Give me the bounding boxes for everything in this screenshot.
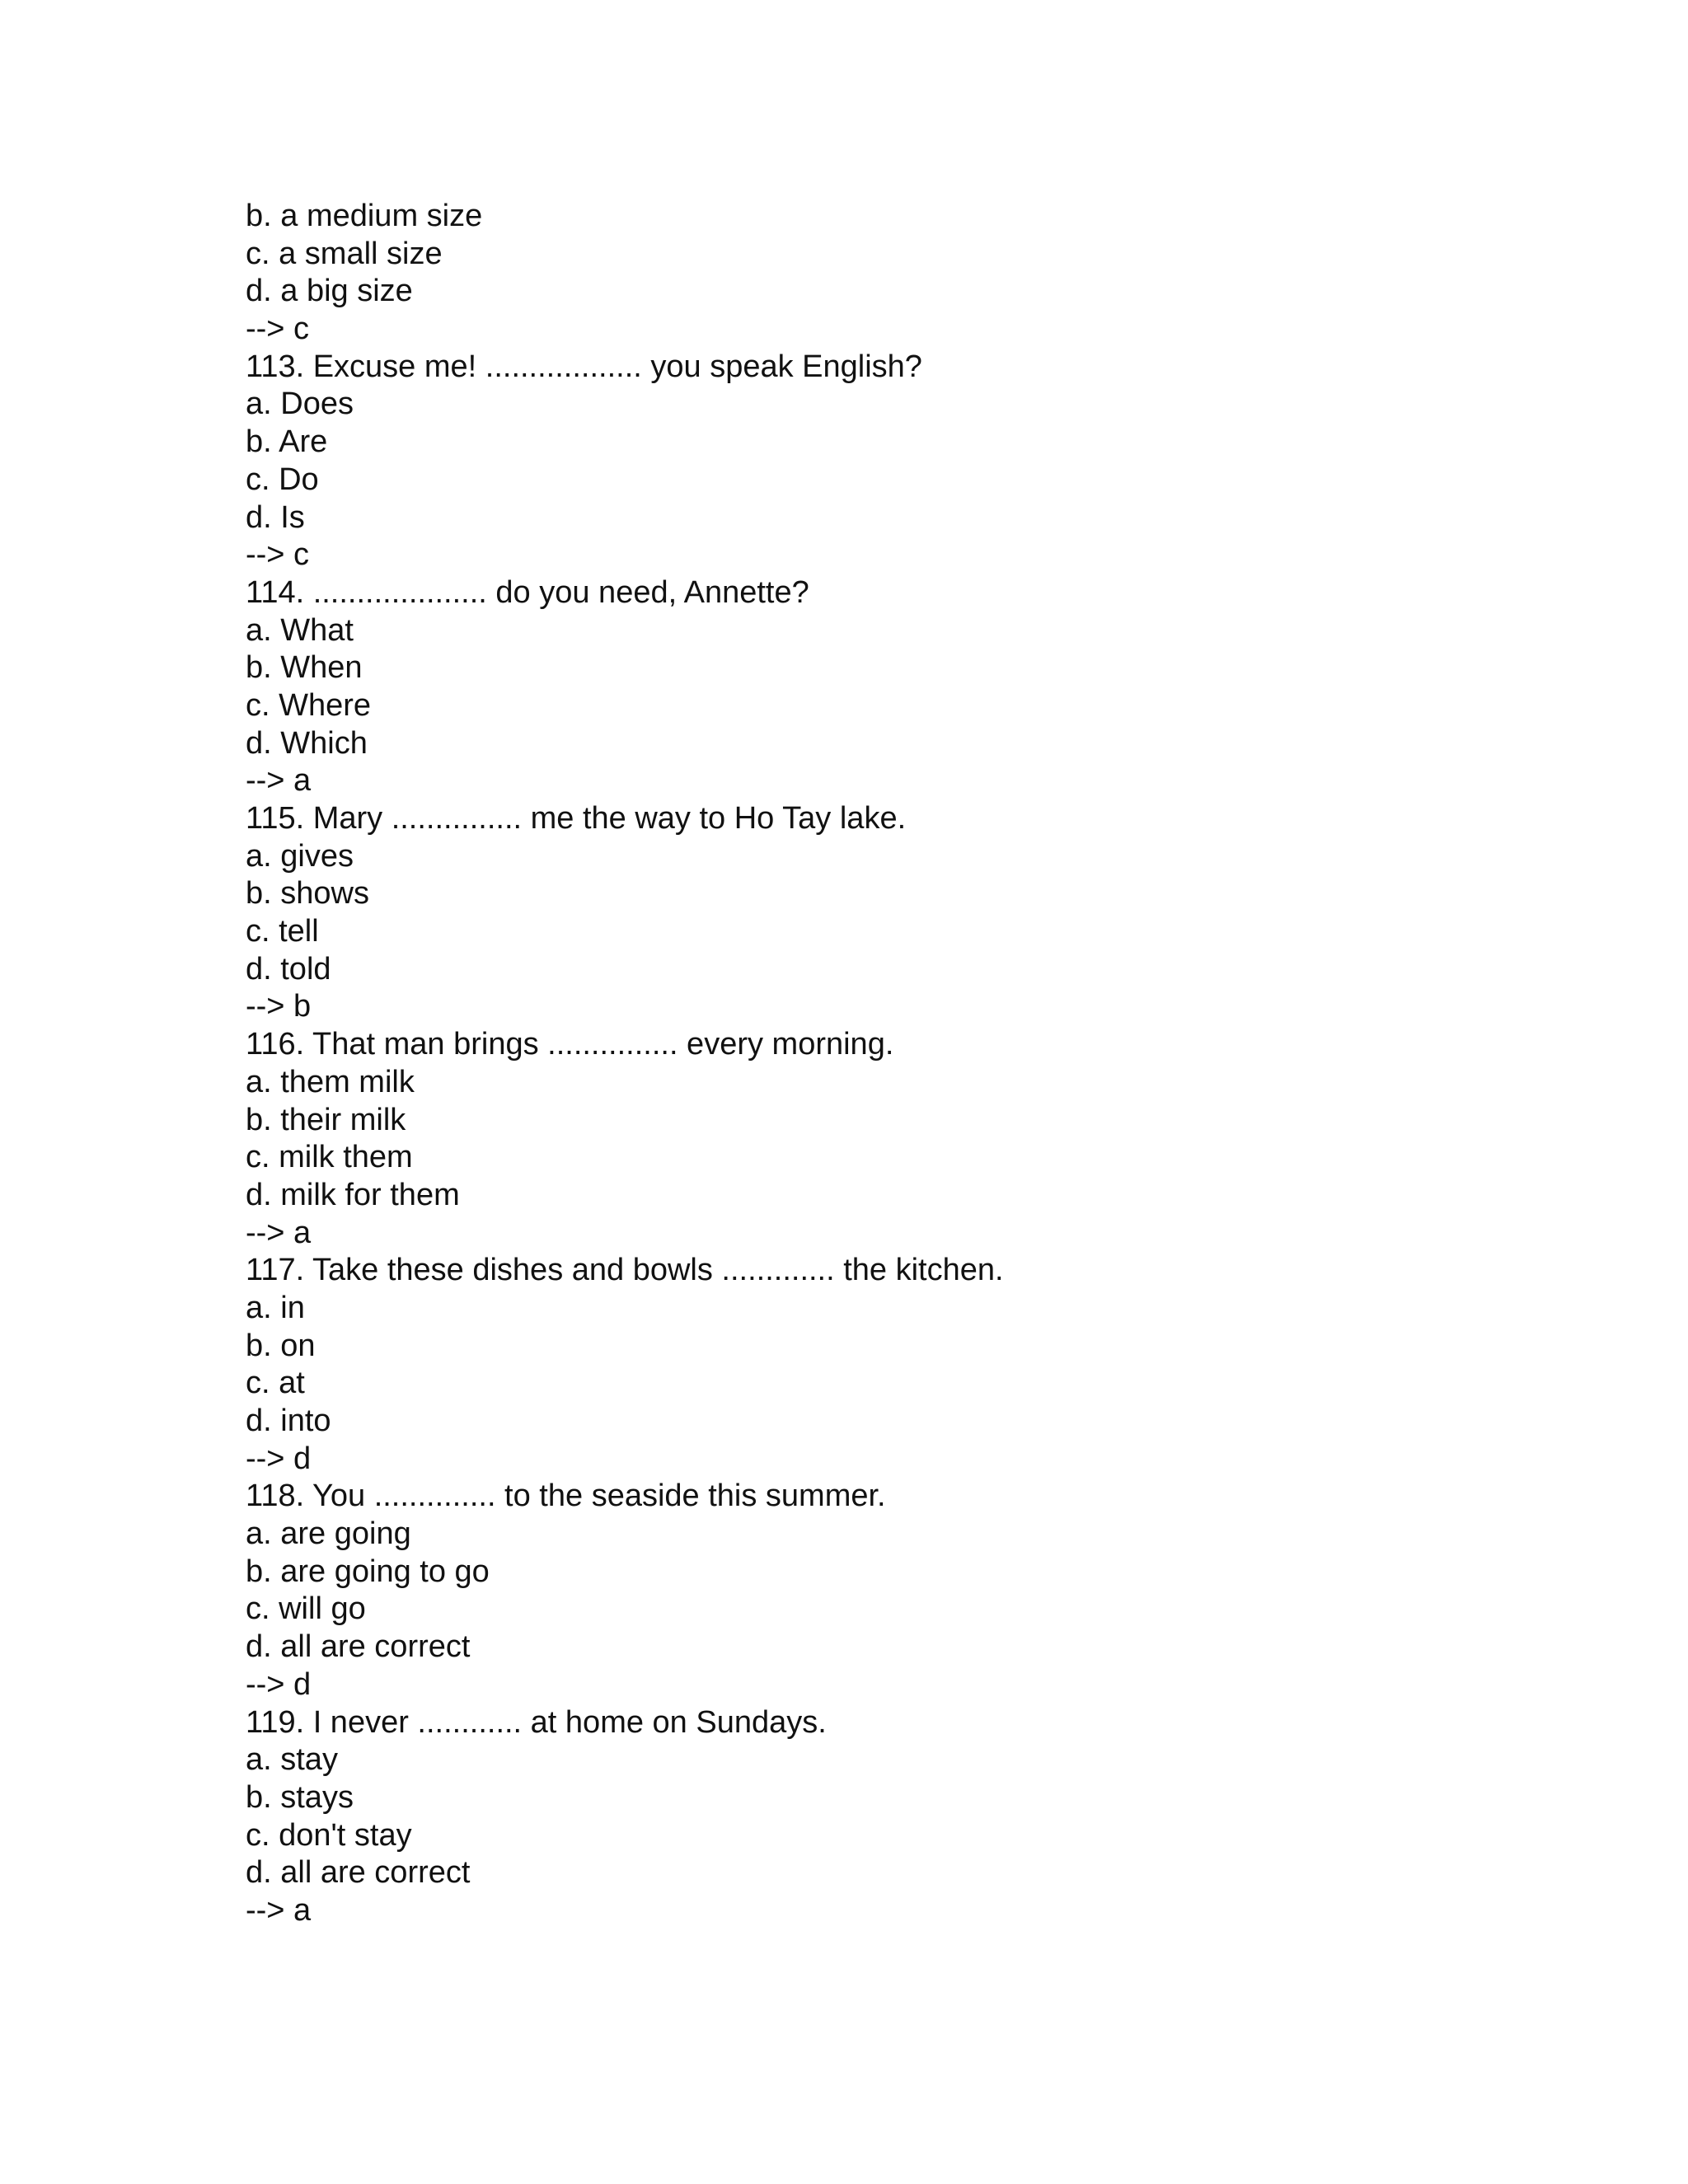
quiz-text-block	[246, 198, 1441, 1930]
answer-line: --> d	[246, 1441, 312, 1476]
question-115: 115. Mary ............... me the way to Ho Tay lake.	[246, 801, 907, 836]
question-113: 113. Excuse me! .................. you speak English?	[246, 349, 922, 384]
option-line: c. milk them	[246, 1140, 413, 1175]
option-line: a. Does	[246, 387, 354, 422]
option-line: a. them milk	[246, 1064, 415, 1099]
option-line: a. What	[246, 612, 354, 648]
option-line: c. don't stay	[246, 1817, 412, 1853]
option-line: b. their milk	[246, 1102, 406, 1137]
option-line: d. into	[246, 1404, 331, 1438]
answer-line: --> a	[246, 1892, 312, 1928]
option-line: c. at	[246, 1366, 305, 1401]
option-line: b. shows	[246, 876, 369, 912]
option-line: b. are going to go	[246, 1554, 490, 1589]
option-line: d. milk for them	[246, 1177, 460, 1212]
answer-line: --> d	[246, 1666, 312, 1702]
option-line: c. tell	[246, 914, 319, 949]
answer-line: --> b	[246, 989, 312, 1024]
option-line: d. told	[246, 951, 331, 987]
option-line: d. Which	[246, 725, 368, 761]
option-line: d. all are correct	[246, 1629, 471, 1665]
answer-line: --> a	[246, 763, 312, 799]
answer-line: --> c	[246, 312, 310, 347]
option-line: b. When	[246, 650, 363, 686]
option-line: c. will go	[246, 1591, 366, 1627]
question-114: 114. .................... do you need, Annette?	[246, 574, 809, 610]
option-line: c. a small size	[246, 236, 443, 271]
question-116: 116. That man brings ............... every morning.	[246, 1027, 894, 1062]
option-line: c. Do	[246, 462, 319, 497]
question-117: 117. Take these dishes and bowls ............. the kitchen.	[246, 1253, 1004, 1288]
question-118: 118. You .............. to the seaside this summer.	[246, 1479, 886, 1514]
option-line: b. a medium size	[246, 199, 483, 233]
option-line: a. stay	[246, 1742, 338, 1778]
option-line: c. Where	[246, 687, 372, 723]
answer-line: --> c	[246, 537, 310, 573]
option-line: b. stays	[246, 1779, 354, 1815]
question-119: 119. I never ............ at home on Sundays.	[246, 1704, 827, 1740]
answer-line: --> a	[246, 1215, 312, 1250]
option-line: a. gives	[246, 838, 354, 874]
option-line: b. on	[246, 1328, 316, 1363]
option-line: d. all are correct	[246, 1855, 471, 1891]
option-line: a. are going	[246, 1516, 411, 1552]
option-line: a. in	[246, 1290, 305, 1325]
option-line: b. Are	[246, 424, 328, 460]
option-line: d. Is	[246, 499, 305, 535]
option-line: d. a big size	[246, 274, 413, 309]
